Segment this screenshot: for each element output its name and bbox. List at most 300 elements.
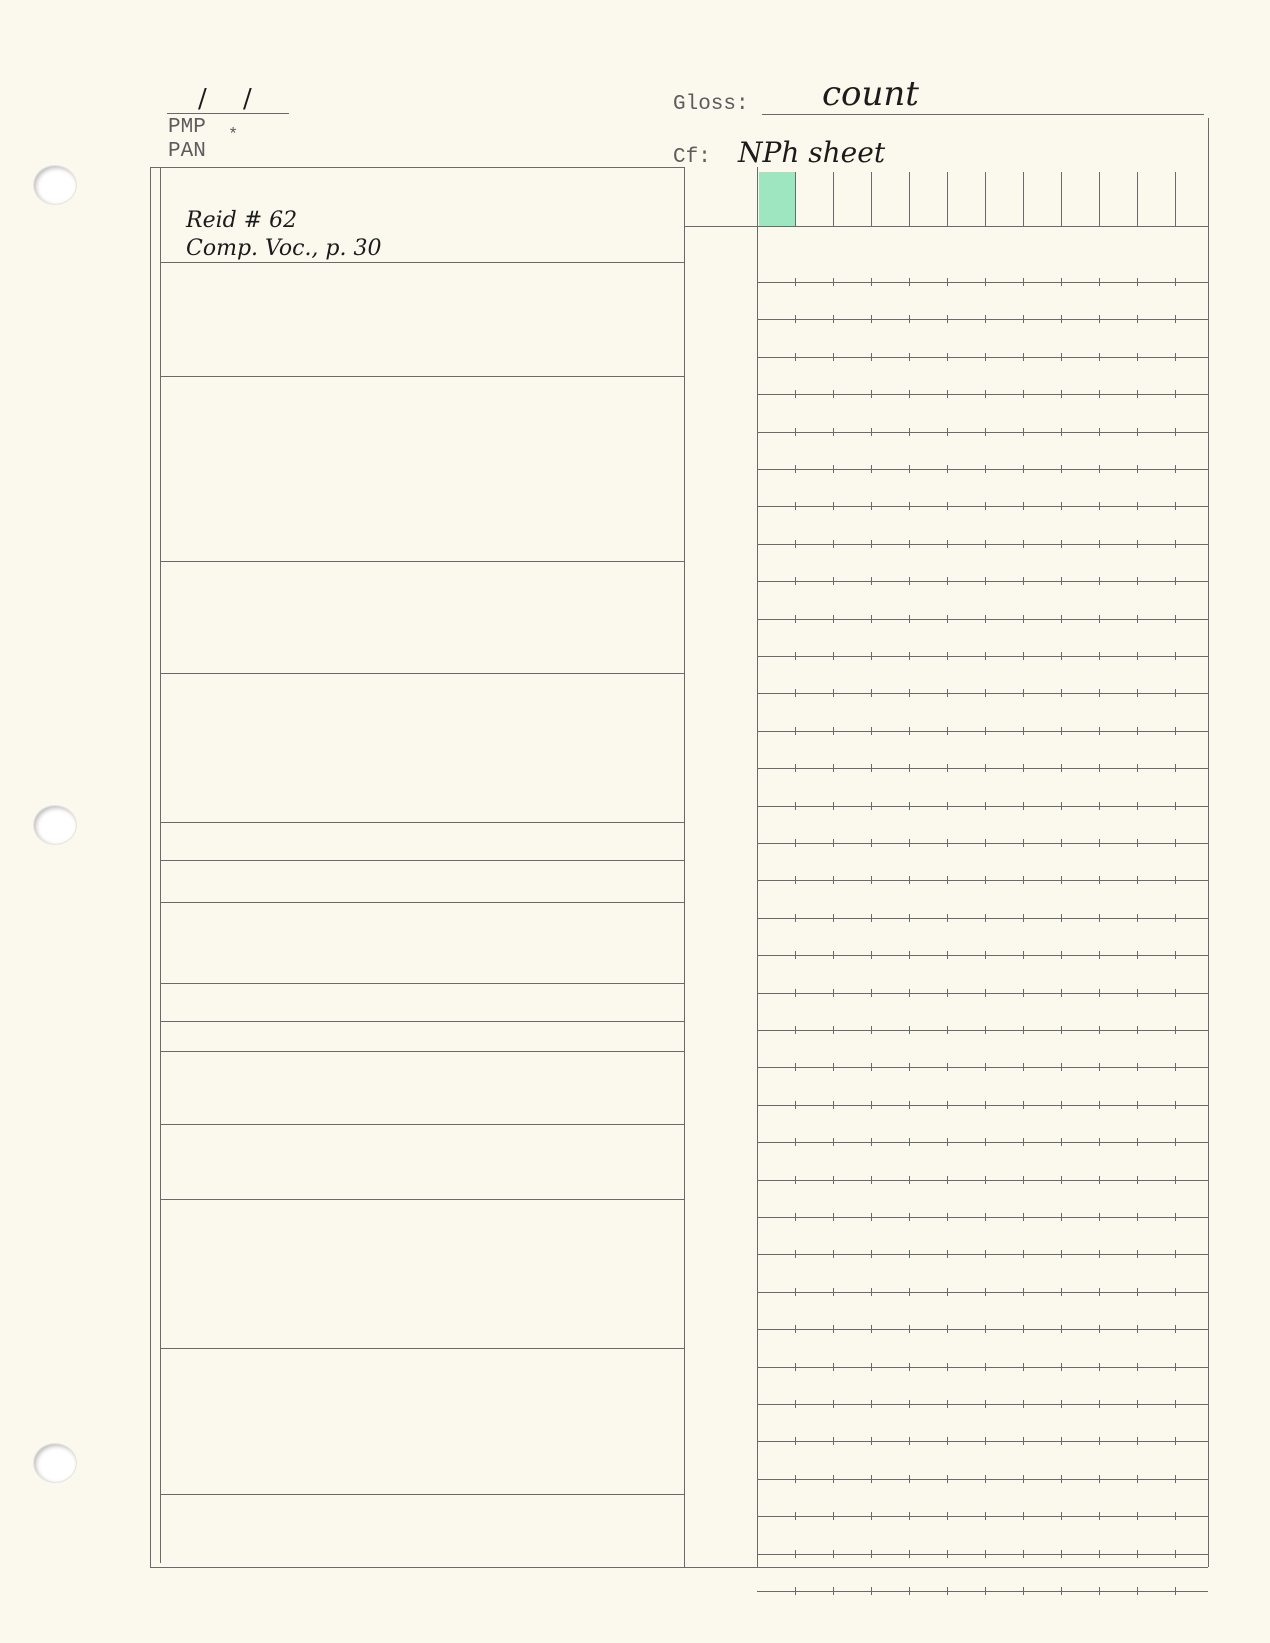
row-tick <box>871 914 872 922</box>
pph-highlight-cell <box>759 172 795 226</box>
row-tick <box>947 390 948 398</box>
row-tick <box>1061 502 1062 510</box>
row-tick <box>1137 1213 1138 1221</box>
row-tick <box>1061 390 1062 398</box>
row-tick <box>909 1101 910 1109</box>
row-tick <box>795 1325 796 1333</box>
header-slash-underline <box>167 113 289 114</box>
row-rule <box>757 394 1208 395</box>
row-rule <box>757 1254 1208 1255</box>
row-tick <box>909 839 910 847</box>
row-tick <box>1023 1026 1024 1034</box>
row-tick <box>1061 428 1062 436</box>
row-tick <box>1099 1550 1100 1558</box>
row-tick <box>1099 1587 1100 1595</box>
row-tick <box>1061 1176 1062 1184</box>
row-tick <box>871 1250 872 1258</box>
row-tick <box>1099 1363 1100 1371</box>
row-tick <box>909 465 910 473</box>
row-tick <box>833 353 834 361</box>
row-tick <box>1137 465 1138 473</box>
row-tick <box>1099 914 1100 922</box>
row-tick <box>1023 540 1024 548</box>
row-tick <box>1137 577 1138 585</box>
row-tick <box>1061 1587 1062 1595</box>
row-tick <box>1175 1550 1176 1558</box>
row-tick <box>1137 278 1138 286</box>
row-tick <box>1099 1325 1100 1333</box>
row-tick <box>833 689 834 697</box>
row-tick <box>909 1587 910 1595</box>
row-tick <box>833 1437 834 1445</box>
row-tick <box>985 689 986 697</box>
row-tick <box>871 353 872 361</box>
row-tick <box>1023 802 1024 810</box>
row-tick <box>1023 502 1024 510</box>
row-tick <box>1175 390 1176 398</box>
row-tick <box>1061 315 1062 323</box>
row-tick <box>1023 1475 1024 1483</box>
row-tick <box>871 689 872 697</box>
row-tick <box>947 1026 948 1034</box>
row-tick <box>985 278 986 286</box>
row-tick <box>1137 1363 1138 1371</box>
row-tick <box>833 1138 834 1146</box>
cf-label: Cf: <box>673 146 711 169</box>
row-tick <box>1175 951 1176 959</box>
row-tick <box>1023 839 1024 847</box>
row-tick <box>795 914 796 922</box>
pph-cell-divider <box>909 172 910 226</box>
pph-cell-divider <box>1023 172 1024 226</box>
row-tick <box>1023 1063 1024 1071</box>
row-rule <box>757 1441 1208 1442</box>
row-tick <box>1175 577 1176 585</box>
row-rule <box>757 619 1208 620</box>
row-tick <box>871 1213 872 1221</box>
row-tick <box>795 1437 796 1445</box>
row-tick <box>1061 577 1062 585</box>
row-tick <box>985 502 986 510</box>
row-tick <box>1175 1250 1176 1258</box>
row-tick <box>1061 689 1062 697</box>
table-mid-border <box>684 167 685 1567</box>
row-tick <box>1099 1437 1100 1445</box>
row-tick <box>947 353 948 361</box>
row-tick <box>833 727 834 735</box>
row-tick <box>1023 1363 1024 1371</box>
row-tick <box>1023 1437 1024 1445</box>
row-tick <box>985 465 986 473</box>
row-tick <box>1061 1250 1062 1258</box>
row-tick <box>871 802 872 810</box>
row-tick <box>909 689 910 697</box>
row-tick <box>909 1176 910 1184</box>
row-rule <box>757 1292 1208 1293</box>
row-tick <box>1175 502 1176 510</box>
row-tick <box>871 727 872 735</box>
row-rule <box>757 469 1208 470</box>
row-tick <box>1175 689 1176 697</box>
row-tick <box>1137 989 1138 997</box>
row-tick <box>1099 428 1100 436</box>
row-tick <box>985 315 986 323</box>
row-tick <box>1023 876 1024 884</box>
binder-hole-middle <box>34 806 76 844</box>
row-tick <box>1175 1400 1176 1408</box>
row-tick <box>795 1475 796 1483</box>
row-tick <box>1023 914 1024 922</box>
row-tick <box>871 876 872 884</box>
row-tick <box>871 1138 872 1146</box>
row-rule <box>757 1479 1208 1480</box>
pph-cell-divider <box>1175 172 1176 226</box>
row-tick <box>1175 1138 1176 1146</box>
row-tick <box>909 1288 910 1296</box>
row-rule <box>757 1367 1208 1368</box>
row-tick <box>1099 689 1100 697</box>
row-tick <box>909 353 910 361</box>
row-tick <box>795 428 796 436</box>
row-tick <box>1137 951 1138 959</box>
table-left-border <box>150 167 151 1567</box>
row-tick <box>947 1138 948 1146</box>
row-tick <box>833 390 834 398</box>
row-tick <box>871 951 872 959</box>
row-tick <box>909 540 910 548</box>
row-tick <box>1023 727 1024 735</box>
table-bottom-border <box>150 1567 1208 1568</box>
row-tick <box>947 502 948 510</box>
group-separator <box>160 822 684 823</box>
row-rule <box>757 1329 1208 1330</box>
row-tick <box>1175 727 1176 735</box>
group-separator <box>160 1051 684 1052</box>
row-tick <box>833 652 834 660</box>
row-tick <box>1175 1437 1176 1445</box>
group-separator <box>160 1124 684 1125</box>
row-tick <box>1061 1512 1062 1520</box>
row-tick <box>1023 315 1024 323</box>
row-tick <box>1061 876 1062 884</box>
row-tick <box>1061 1026 1062 1034</box>
row-tick <box>871 764 872 772</box>
row-tick <box>947 914 948 922</box>
row-tick <box>1099 1400 1100 1408</box>
row-tick <box>1175 914 1176 922</box>
row-tick <box>985 1437 986 1445</box>
row-tick <box>871 1400 872 1408</box>
row-tick <box>1099 577 1100 585</box>
row-tick <box>1137 1138 1138 1146</box>
cf-value: NPh sheet <box>738 136 886 169</box>
row-tick <box>1099 951 1100 959</box>
row-tick <box>985 1176 986 1184</box>
row-tick <box>1175 1363 1176 1371</box>
pph-cell-divider <box>1099 172 1100 226</box>
row-tick <box>1175 428 1176 436</box>
row-tick <box>1137 1512 1138 1520</box>
row-tick <box>795 951 796 959</box>
row-tick <box>1023 428 1024 436</box>
row-tick <box>1023 989 1024 997</box>
row-tick <box>833 465 834 473</box>
row-tick <box>795 1400 796 1408</box>
row-rule <box>757 1591 1208 1592</box>
gloss-underline <box>762 114 1204 115</box>
pph-cell-divider <box>871 172 872 226</box>
row-tick <box>909 278 910 286</box>
row-tick <box>833 1213 834 1221</box>
row-tick <box>795 1138 796 1146</box>
row-tick <box>1137 1176 1138 1184</box>
row-tick <box>985 914 986 922</box>
row-tick <box>1175 540 1176 548</box>
row-tick <box>947 428 948 436</box>
row-tick <box>1061 1063 1062 1071</box>
row-tick <box>1061 1101 1062 1109</box>
row-tick <box>871 615 872 623</box>
row-tick <box>1023 465 1024 473</box>
row-rule <box>757 1030 1208 1031</box>
row-tick <box>909 914 910 922</box>
row-tick <box>1061 652 1062 660</box>
row-tick <box>1061 615 1062 623</box>
row-tick <box>947 1512 948 1520</box>
row-tick <box>985 1063 986 1071</box>
row-tick <box>795 764 796 772</box>
row-tick <box>833 1512 834 1520</box>
row-tick <box>1061 839 1062 847</box>
row-tick <box>947 727 948 735</box>
row-rule <box>757 656 1208 657</box>
row-tick <box>1061 1363 1062 1371</box>
row-tick <box>795 652 796 660</box>
group-separator <box>160 983 684 984</box>
row-tick <box>1099 315 1100 323</box>
row-tick <box>871 1325 872 1333</box>
row-tick <box>947 1176 948 1184</box>
row-tick <box>1061 353 1062 361</box>
row-tick <box>871 502 872 510</box>
row-tick <box>985 1400 986 1408</box>
row-tick <box>985 839 986 847</box>
row-tick <box>985 652 986 660</box>
row-tick <box>947 1587 948 1595</box>
row-rule <box>757 1217 1208 1218</box>
row-tick <box>1137 1475 1138 1483</box>
row-tick <box>909 1475 910 1483</box>
row-tick <box>1175 876 1176 884</box>
row-tick <box>833 502 834 510</box>
row-tick <box>871 1587 872 1595</box>
row-tick <box>795 1550 796 1558</box>
row-tick <box>1137 615 1138 623</box>
row-tick <box>833 1250 834 1258</box>
row-tick <box>1137 839 1138 847</box>
pph-cell-divider <box>985 172 986 226</box>
row-tick <box>833 1550 834 1558</box>
row-tick <box>1023 353 1024 361</box>
row-tick <box>871 1475 872 1483</box>
row-tick <box>1061 540 1062 548</box>
row-tick <box>1137 353 1138 361</box>
row-tick <box>947 876 948 884</box>
row-tick <box>871 1063 872 1071</box>
row-tick <box>795 989 796 997</box>
row-tick <box>1175 989 1176 997</box>
row-tick <box>833 876 834 884</box>
row-tick <box>909 615 910 623</box>
row-tick <box>985 540 986 548</box>
row-tick <box>1099 1288 1100 1296</box>
row-tick <box>871 1550 872 1558</box>
row-tick <box>1137 1325 1138 1333</box>
pmp-label: PMP <box>168 116 206 139</box>
row-tick <box>985 1101 986 1109</box>
row-tick <box>1175 615 1176 623</box>
row-tick <box>909 1400 910 1408</box>
row-tick <box>985 951 986 959</box>
row-tick <box>871 315 872 323</box>
row-tick <box>795 1101 796 1109</box>
row-tick <box>795 1063 796 1071</box>
row-rule <box>757 993 1208 994</box>
row-tick <box>1175 764 1176 772</box>
table-right-border <box>1208 118 1209 1567</box>
row-tick <box>871 1437 872 1445</box>
row-tick <box>909 315 910 323</box>
row-tick <box>1099 1176 1100 1184</box>
row-tick <box>947 315 948 323</box>
row-tick <box>1099 839 1100 847</box>
row-tick <box>909 1138 910 1146</box>
row-tick <box>795 353 796 361</box>
row-tick <box>795 802 796 810</box>
row-tick <box>947 540 948 548</box>
row-tick <box>947 1101 948 1109</box>
row-tick <box>1023 577 1024 585</box>
row-tick <box>1137 689 1138 697</box>
row-tick <box>985 577 986 585</box>
row-tick <box>947 652 948 660</box>
row-rule <box>757 1105 1208 1106</box>
row-tick <box>909 1550 910 1558</box>
row-tick <box>947 1550 948 1558</box>
row-tick <box>1175 652 1176 660</box>
table-lang-border <box>757 167 758 1567</box>
pph-cell-divider <box>947 172 948 226</box>
row-tick <box>985 1587 986 1595</box>
row-tick <box>1099 353 1100 361</box>
table-top-border <box>150 167 684 168</box>
row-tick <box>985 390 986 398</box>
row-rule <box>757 432 1208 433</box>
group-separator <box>160 262 684 263</box>
row-tick <box>1175 1512 1176 1520</box>
header-slashes: / / <box>198 84 266 114</box>
row-tick <box>1099 1138 1100 1146</box>
row-tick <box>909 502 910 510</box>
row-rule <box>757 843 1208 844</box>
row-tick <box>871 652 872 660</box>
row-tick <box>909 1512 910 1520</box>
row-tick <box>1023 951 1024 959</box>
row-tick <box>1137 764 1138 772</box>
row-tick <box>947 1213 948 1221</box>
row-tick <box>1061 1400 1062 1408</box>
binder-hole-bottom <box>34 1444 76 1482</box>
row-tick <box>833 1101 834 1109</box>
row-tick <box>833 1288 834 1296</box>
row-tick <box>795 839 796 847</box>
row-tick <box>871 989 872 997</box>
row-tick <box>1023 390 1024 398</box>
row-tick <box>985 428 986 436</box>
row-tick <box>1023 1250 1024 1258</box>
row-tick <box>1175 1176 1176 1184</box>
row-tick <box>909 1213 910 1221</box>
row-rule <box>757 282 1208 283</box>
row-tick <box>1175 1587 1176 1595</box>
row-tick <box>947 1288 948 1296</box>
row-tick <box>795 1250 796 1258</box>
row-tick <box>795 1288 796 1296</box>
row-rule <box>757 506 1208 507</box>
row-tick <box>1099 1475 1100 1483</box>
row-tick <box>909 727 910 735</box>
row-tick <box>833 577 834 585</box>
row-rule <box>757 768 1208 769</box>
row-tick <box>871 1101 872 1109</box>
row-rule <box>757 806 1208 807</box>
row-tick <box>1023 1587 1024 1595</box>
row-tick <box>871 1176 872 1184</box>
row-tick <box>1175 315 1176 323</box>
row-tick <box>1099 989 1100 997</box>
row-tick <box>947 689 948 697</box>
pan-label: PAN <box>168 140 206 163</box>
row-tick <box>1099 1213 1100 1221</box>
row-tick <box>1099 1101 1100 1109</box>
row-tick <box>1137 315 1138 323</box>
row-tick <box>871 540 872 548</box>
row-tick <box>909 1026 910 1034</box>
row-tick <box>1061 1550 1062 1558</box>
row-tick <box>795 615 796 623</box>
row-tick <box>1175 465 1176 473</box>
row-tick <box>985 1325 986 1333</box>
row-tick <box>833 278 834 286</box>
row-tick <box>833 1400 834 1408</box>
row-tick <box>795 1213 796 1221</box>
row-tick <box>909 1325 910 1333</box>
reference-line-1: Reid # 62 <box>186 208 298 233</box>
row-rule <box>757 319 1208 320</box>
row-tick <box>1023 1138 1024 1146</box>
row-tick <box>947 1063 948 1071</box>
row-tick <box>985 1138 986 1146</box>
row-tick <box>1023 1550 1024 1558</box>
row-tick <box>947 1400 948 1408</box>
row-rule <box>757 1554 1208 1555</box>
row-tick <box>985 1512 986 1520</box>
row-tick <box>985 802 986 810</box>
row-tick <box>1137 652 1138 660</box>
row-tick <box>1137 1101 1138 1109</box>
row-rule <box>757 731 1208 732</box>
row-tick <box>1175 839 1176 847</box>
